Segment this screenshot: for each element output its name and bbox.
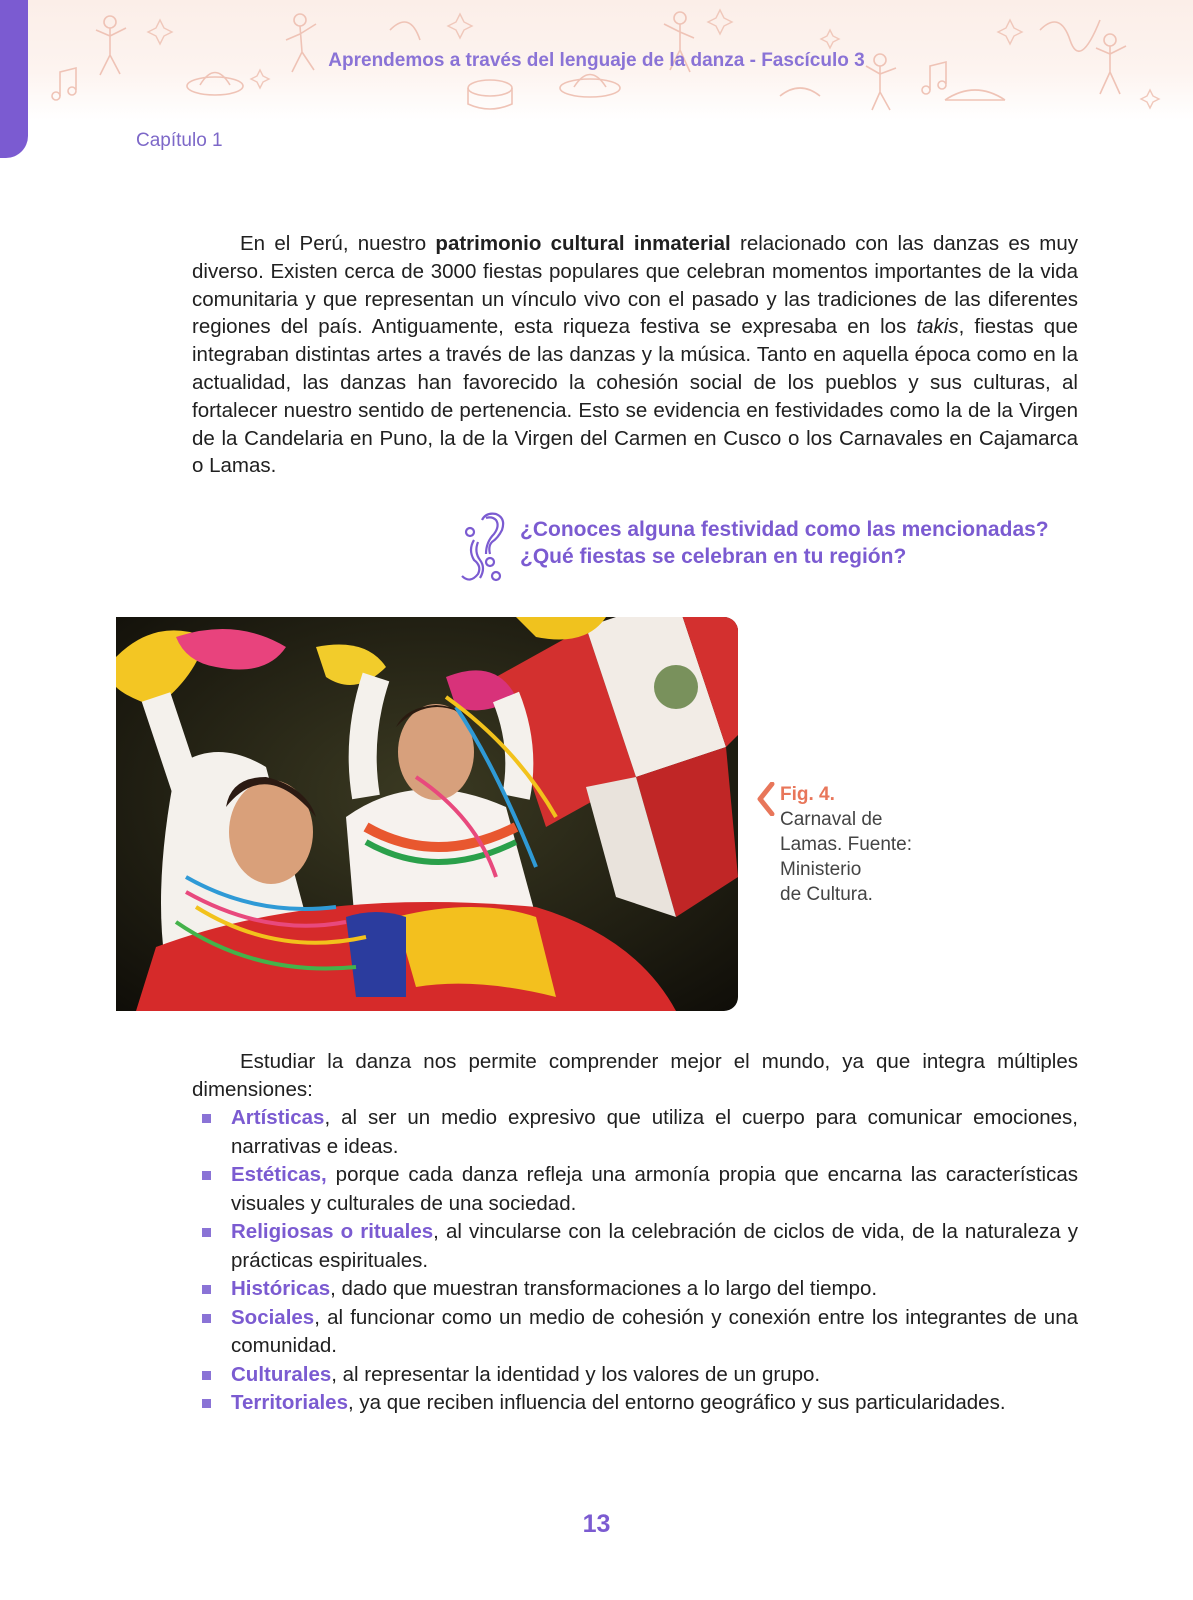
intro-text-c: , fiestas que integraban distintas artes a través de las danzas y la música. Tanto en aquella época como en la actualidad, las danzas han favorecido la cohesión social de los pueblos y sus culturas, al fortalecer nuestro sentido de pertenencia. Esto se evidencia en festividades como la de la Virgen de la Candelaria en Puno, la de la Virgen del Carmen en Cusco o los Carnavales en Cajamarca o Lamas. <box>192 315 1078 478</box>
list-item <box>192 1304 1078 1361</box>
caption-text <box>780 782 912 907</box>
bullet-square-icon <box>202 1114 211 1123</box>
running-head: Aprendemos a través del lenguaje de la danza - Fascículo 3 <box>328 50 865 71</box>
dimension-text: porque cada danza refleja una armonía propia que encarna las características visuales y culturales de una sociedad. <box>231 1163 1078 1215</box>
dimension-term: Estéticas, <box>231 1163 327 1186</box>
star-icon <box>1141 90 1159 108</box>
dimensions-list <box>192 1104 1078 1418</box>
intro-text-a: En el Perú, nuestro <box>240 232 436 255</box>
figure-label: Fig. 4. <box>780 784 835 805</box>
intro-bold-term: patrimonio cultural inmaterial <box>435 232 731 255</box>
dimension-text: , ya que reciben influencia del entorno geográfico y sus particularidades. <box>347 1391 1006 1414</box>
sparkle-icon <box>148 20 172 44</box>
bullet-square-icon <box>202 1314 211 1323</box>
sparkle-icon <box>708 10 732 34</box>
dimension-term: Territoriales <box>231 1391 348 1414</box>
caption-line: Lamas. Fuente: <box>780 834 913 855</box>
list-item <box>192 1389 1078 1418</box>
question-text <box>520 516 1049 570</box>
bullet-square-icon <box>202 1399 211 1408</box>
bullet-square-icon <box>202 1285 211 1294</box>
question-line-2: ¿Qué fiestas se celebran en tu región? <box>520 545 907 568</box>
list-item <box>192 1104 1078 1161</box>
bullet-square-icon <box>202 1371 211 1380</box>
dimension-text: , al vincularse con la celebración de ciclos de vida, de la naturaleza y prácticas espirituales. <box>231 1220 1079 1272</box>
list-item <box>192 1161 1078 1218</box>
dimension-term: Culturales <box>231 1362 332 1386</box>
dimension-text: , al funcionar como un medio de cohesión y conexión entre los integrantes de una comunidad. <box>231 1305 1078 1357</box>
intro-text-b: relacionado con las danzas es muy diverso. Existen cerca de 3000 fiestas populares que celebran momentos importantes de la vida comunitaria y que representan un vínculo vivo con el pasado y las tradiciones de las diferentes regiones del país. Antiguamente, esta riqueza festiva se expresaba en los <box>192 232 1078 339</box>
question-line-1: ¿Conoces alguna festividad como las mencionadas? <box>520 518 1049 541</box>
dimension-text: , al representar la identidad y los valores de un grupo. <box>331 1362 821 1386</box>
caption-line: Ministerio <box>780 859 862 880</box>
star-icon <box>251 70 269 88</box>
list-item <box>192 1275 1078 1304</box>
list-item <box>192 1218 1078 1275</box>
dimensions-intro <box>192 1048 1078 1104</box>
music-note-icon <box>52 68 76 100</box>
star-icon <box>821 30 839 48</box>
dancers-illustration <box>116 617 738 1011</box>
drum-icon <box>945 90 1005 100</box>
dimension-text: , al ser un medio expresivo que utiliza el cuerpo para comunicar emociones, narrativas e ideas. <box>231 1106 1078 1158</box>
question-marks-icon <box>460 512 510 588</box>
dimensions-intro-text: Estudiar la danza nos permite comprender mejor el mundo, ya que integra múltiples dimensiones: <box>192 1050 1078 1101</box>
intro-italic-term: takis <box>916 315 959 339</box>
chapter-side-tab <box>0 0 28 158</box>
hat-icon <box>560 75 620 98</box>
streamer-icon <box>780 88 820 96</box>
list-item <box>192 1361 1078 1390</box>
dimension-text: , dado que muestran transformaciones a lo largo del tiempo. <box>330 1277 878 1300</box>
caption-line: de Cultura. <box>780 884 873 905</box>
hat-icon <box>187 73 243 96</box>
sparkle-icon <box>448 14 472 38</box>
drum-icon <box>468 80 512 109</box>
dimension-term: Artísticas <box>231 1106 325 1129</box>
carnival-photo <box>116 617 738 1011</box>
chevron-left-icon <box>756 782 776 816</box>
question-callout <box>460 512 1100 592</box>
dimension-term: Religiosas o rituales <box>231 1220 434 1243</box>
bullet-square-icon <box>202 1228 211 1237</box>
bullet-square-icon <box>202 1171 211 1180</box>
sparkle-icon <box>998 20 1022 44</box>
intro-paragraph <box>192 230 1078 480</box>
streamer-icon <box>1040 20 1100 51</box>
streamer-icon <box>390 22 420 40</box>
chapter-label: Capítulo 1 <box>136 130 223 151</box>
page-number: 13 <box>582 1510 611 1538</box>
caption-line: Carnaval de <box>780 809 883 830</box>
dimension-term: Históricas <box>231 1277 331 1300</box>
dimension-term: Sociales <box>231 1305 315 1329</box>
